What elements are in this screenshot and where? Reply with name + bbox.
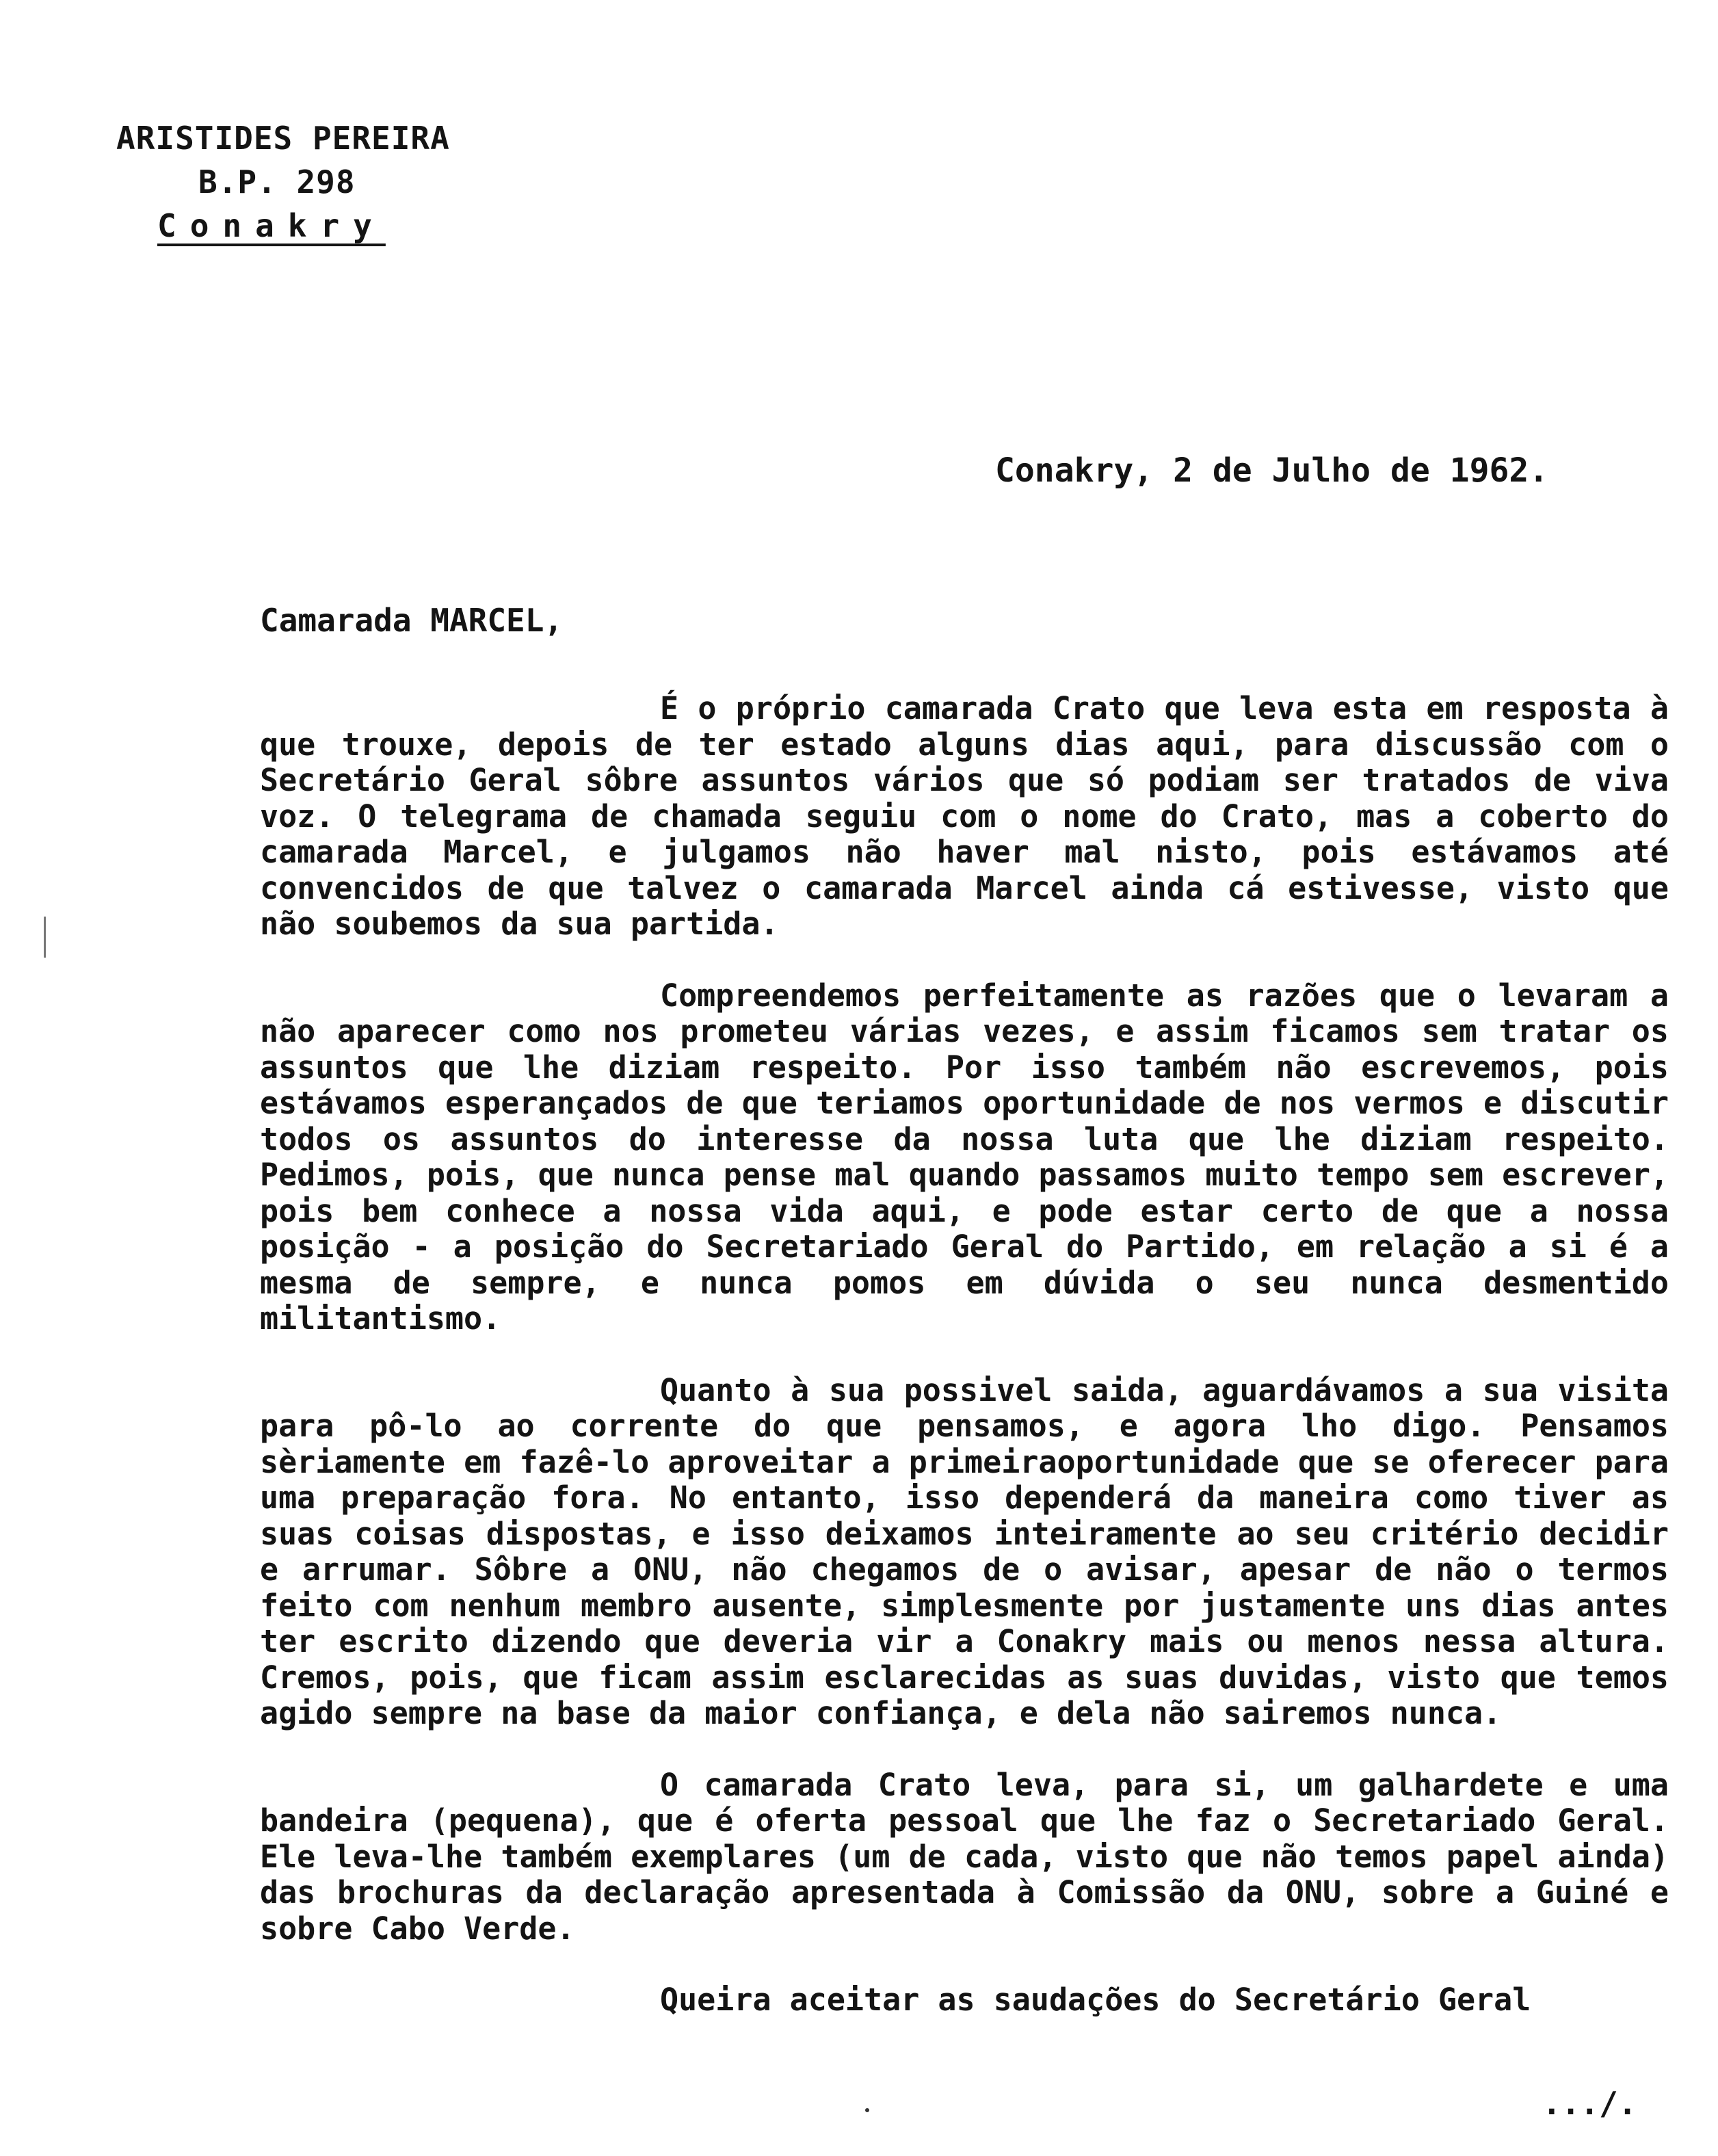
salutation: Camarada MARCEL,	[260, 602, 564, 639]
letter-body	[260, 691, 1669, 2019]
margin-ink-mark	[44, 917, 46, 958]
sender-box: B.P. 298	[198, 163, 356, 200]
paragraph-4: O camarada Crato leva, para si, um galhardete e uma bandeira (pequena), que é oferta pessoal que lhe faz o Secretariado Geral. Ele leva-lhe também exemplares (um de cada, visto que não temos papel ainda) das brochuras da declaração apresentada à Comissão da ONU, sobre a Guiné e sobre Cabo Verde.	[260, 1766, 1669, 1947]
closing-line: Queira aceitar as saudações do Secretário Geral	[660, 1982, 1531, 2018]
paragraph-1: É o próprio camarada Crato que leva esta em resposta à que trouxe, depois de ter estado alguns dias aqui, para discussão com o Secretário Geral sôbre assuntos vários que só podiam ser tratados de viva voz. O telegrama de chamada seguiu com o nome do Crato, mas a coberto do camarada Marcel, e julgamos não haver mal nisto, pois estávamos até convencidos de que talvez o camarada Marcel ainda cá estivesse, visto que não soubemos da sua partida.	[260, 690, 1669, 942]
paragraph-3: Quanto à sua possivel saida, aguardávamos a sua visita para pô-lo ao corrente do que pensamos, e agora lho digo. Pensamos sèriamente em fazê-lo aproveitar a primeiraoportunidade que se oferecer para uma preparação fora. No entanto, isso dependerá da maneira como tiver as suas coisas dispostas, e isso deixamos inteiramente ao seu critério decidir e arrumar. Sôbre a ONU, não chegamos de o avisar, apesar de não o termos feito com nenhum membro ausente, simplesmente por justamente uns dias antes ter escrito dizendo que deveria vir a Conakry mais ou menos nessa altura. Cremos, pois, que ficam assim esclarecidas as suas duvidas, visto que temos agido sempre na base da maior confiança, e dela não sairemos nunca.	[260, 1371, 1669, 1731]
sender-city: Conakry	[157, 207, 386, 244]
letter-date: Conakry, 2 de Julho de 1962.	[995, 451, 1549, 490]
sender-block	[116, 116, 450, 248]
paragraph-2: Compreendemos perfeitamente as razões que o levaram a não aparecer como nos prometeu várias vezes, e assim ficamos sem tratar os assuntos que lhe diziam respeito. Por isso também não escrevemos, pois estávamos esperançados de que teriamos oportunidade de nos vermos e discutir todos os assuntos do interesse da nossa luta que lhe diziam respeito. Pedimos, pois, que nunca pense mal quando passamos muito tempo sem escrever, pois bem conhece a nossa vida aqui, e pode estar certo de que a nossa posição - a posição do Secretariado Geral do Partido, em relação a si é a mesma de sempre, e nunca pomos em dúvida o seu nunca desmentido militantismo.	[260, 977, 1669, 1337]
sender-name: ARISTIDES PEREIRA	[116, 120, 450, 157]
continuation-mark: .../.	[1542, 2085, 1637, 2122]
ink-dot	[865, 2108, 869, 2112]
